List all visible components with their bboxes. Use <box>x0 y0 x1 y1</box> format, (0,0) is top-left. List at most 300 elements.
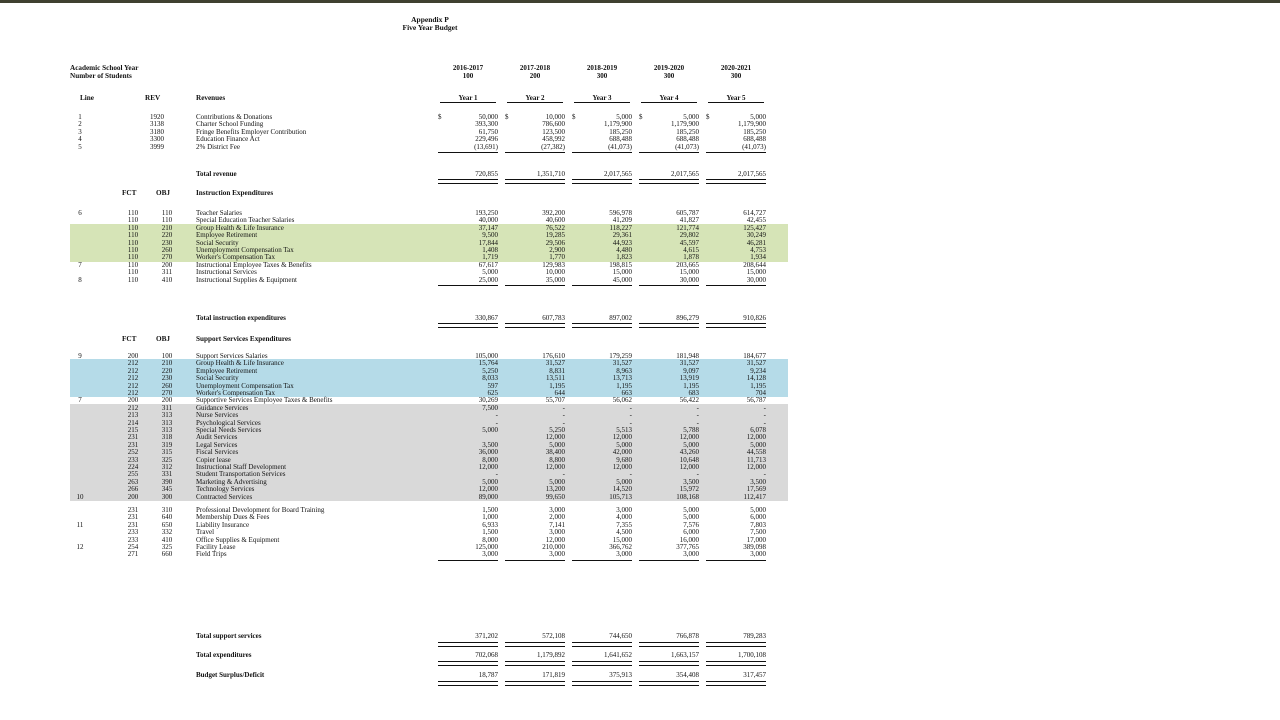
line-item-description: Education Finance Act <box>196 135 260 144</box>
amount-cell: 5,000 <box>549 477 565 486</box>
amount-cell: 193,250 <box>475 209 498 217</box>
amount-cell: - <box>696 403 699 412</box>
fct-code: 110 <box>127 238 139 247</box>
amount-cell: 12,000 <box>612 463 632 471</box>
line-number: 9 <box>78 352 82 360</box>
year-underline <box>507 102 563 103</box>
amount-cell: 702,068 <box>475 651 498 659</box>
total-label: Total support services <box>196 632 262 640</box>
fct-code: 231 <box>127 440 139 449</box>
line-number: 7 <box>78 396 82 405</box>
sum-rule <box>505 560 565 561</box>
amount-cell: - <box>696 411 699 420</box>
amount-cell: (41,073) <box>675 142 699 151</box>
obj-code: 318 <box>161 433 173 442</box>
amount-cell: 2,017,565 <box>738 170 766 178</box>
amount-cell: - <box>763 470 766 479</box>
amount-cell: 5,000 <box>616 477 632 486</box>
amount-cell: 31,527 <box>545 359 565 368</box>
amount-cell: 7,355 <box>616 520 632 529</box>
amount-cell: 44,558 <box>746 448 766 457</box>
rev-code: 3999 <box>150 142 164 151</box>
line-item-description: Support Services Salaries <box>196 352 268 360</box>
amount-cell: 5,000 <box>683 113 699 121</box>
amount-cell: 9,097 <box>683 366 699 375</box>
line-item-description: Contracted Services <box>196 492 253 501</box>
amount-cell: 3,000 <box>616 550 632 559</box>
line-item-description: Psychological Services <box>196 418 261 427</box>
sum-rule <box>706 560 766 561</box>
amount-cell: 688,488 <box>676 135 699 144</box>
fct-code: 110 <box>127 209 139 217</box>
obj-code: 220 <box>161 231 173 240</box>
amount-cell: 41,209 <box>612 216 632 225</box>
document-subtitle: Five Year Budget <box>402 23 458 32</box>
amount-cell: 375,913 <box>609 671 632 679</box>
amount-cell: (41,073) <box>608 142 632 151</box>
instruction-section-header: Instruction Expenditures <box>196 189 274 197</box>
fct-code: 255 <box>127 470 139 479</box>
double-underline <box>572 681 632 686</box>
sum-rule <box>706 285 766 286</box>
rev-code: 3300 <box>150 135 164 144</box>
amount-cell: 6,000 <box>683 528 699 537</box>
amount-cell: 354,408 <box>676 671 699 679</box>
line-item-description: Contributions & Donations <box>196 113 273 121</box>
line-item-description: Fringe Benefits Employer Contribution <box>196 127 307 136</box>
obj-code: 260 <box>161 381 173 390</box>
dollar-sign: $ <box>572 113 576 121</box>
rev-code: 3180 <box>150 127 164 136</box>
amount-cell: 25,000 <box>478 275 498 284</box>
fct-code: 110 <box>127 275 139 284</box>
sum-rule <box>706 152 766 153</box>
amount-cell: 30,269 <box>478 396 498 405</box>
sum-rule <box>639 152 699 153</box>
amount-cell: 99,650 <box>545 492 565 501</box>
rev-code: 3138 <box>150 120 164 129</box>
obj-code: 310 <box>161 506 173 514</box>
amount-cell: 45,597 <box>679 238 699 247</box>
amount-cell: 5,000 <box>616 113 632 121</box>
academic-year-label: Academic School Year <box>70 64 139 72</box>
amount-cell: 10,648 <box>679 455 699 464</box>
amount-cell: 185,250 <box>743 127 766 136</box>
amount-cell: - <box>562 411 565 420</box>
double-underline <box>505 661 565 666</box>
line-number: 10 <box>76 492 84 501</box>
line-item-description: Marketing & Advertising <box>196 477 267 486</box>
line-item-description: Facility Lease <box>196 543 236 551</box>
amount-cell: 45,000 <box>612 275 632 284</box>
amount-cell: 5,250 <box>482 366 498 375</box>
amount-cell: 55,707 <box>545 396 565 405</box>
sum-rule <box>438 285 498 286</box>
amount-cell: 12,000 <box>746 463 766 471</box>
year-range: 2018-2019 <box>586 64 618 72</box>
amount-cell: 897,002 <box>609 314 632 322</box>
amount-cell: - <box>629 470 632 479</box>
obj-code: 110 <box>161 209 173 217</box>
double-underline <box>706 681 766 686</box>
amount-cell: 5,000 <box>750 440 766 449</box>
line-item-description: Teacher Salaries <box>196 209 242 217</box>
amount-cell: 1,195 <box>549 381 565 390</box>
line-item-description: Copier lease <box>196 455 231 464</box>
obj-code: 270 <box>161 253 173 262</box>
line-item-description: Fiscal Services <box>196 448 239 457</box>
amount-cell: 10,000 <box>545 268 565 277</box>
amount-cell: 2,017,565 <box>671 170 699 178</box>
amount-cell: 44,923 <box>612 238 632 247</box>
sum-rule <box>639 285 699 286</box>
line-item-description: Worker's Compensation Tax <box>196 253 276 262</box>
amount-cell: 5,788 <box>683 426 699 434</box>
obj-column-header: OBJ <box>156 189 170 197</box>
double-underline <box>706 661 766 666</box>
double-underline <box>505 323 565 328</box>
amount-cell: 203,665 <box>676 260 699 269</box>
obj-code: 650 <box>161 520 173 529</box>
line-item-description: 2% District Fee <box>196 142 240 151</box>
amount-cell: 688,488 <box>743 135 766 144</box>
amount-cell: 4,615 <box>683 246 699 254</box>
amount-cell: 10,000 <box>545 113 565 121</box>
amount-cell: 5,000 <box>482 477 498 486</box>
year-underline <box>708 102 764 103</box>
double-underline <box>572 323 632 328</box>
double-underline <box>639 681 699 686</box>
amount-cell: 8,963 <box>616 366 632 375</box>
year-students: 100 <box>462 72 474 80</box>
amount-cell: 31,527 <box>746 359 766 368</box>
amount-cell: 17,000 <box>746 535 766 544</box>
amount-cell: 605,787 <box>676 209 699 217</box>
amount-cell: 29,361 <box>612 231 632 240</box>
amount-cell: 786,600 <box>542 120 565 129</box>
line-item-description: Instructional Supplies & Equipment <box>196 275 297 284</box>
amount-cell: 1,641,652 <box>604 651 632 659</box>
amount-cell: 1,195 <box>750 381 766 390</box>
fct-code: 231 <box>127 513 139 522</box>
amount-cell: 31,527 <box>679 359 699 368</box>
double-underline <box>639 642 699 647</box>
year-label: Year 1 <box>458 94 478 102</box>
support-section-header: Support Services Expenditures <box>196 335 291 343</box>
line-item-description: Charter School Funding <box>196 120 264 129</box>
double-underline <box>706 179 766 184</box>
fct-code: 212 <box>127 389 139 397</box>
amount-cell: 17,844 <box>478 238 498 247</box>
amount-cell: 12,000 <box>545 535 565 544</box>
amount-cell: 15,972 <box>679 485 699 494</box>
year-range: 2019-2020 <box>653 64 685 72</box>
year-label: Year 4 <box>659 94 679 102</box>
fct-code: 200 <box>127 492 139 501</box>
fct-code: 224 <box>127 463 139 471</box>
line-item-description: Special Education Teacher Salaries <box>196 216 295 225</box>
obj-code: 319 <box>161 440 173 449</box>
amount-cell: 9,234 <box>750 366 766 375</box>
obj-code: 313 <box>161 426 173 434</box>
amount-cell: 118,227 <box>609 223 632 232</box>
fct-code: 110 <box>127 268 139 277</box>
obj-code: 110 <box>161 216 173 225</box>
line-item-description: Technology Services <box>196 485 255 494</box>
obj-code: 315 <box>161 448 173 457</box>
amount-cell: 744,650 <box>609 632 632 640</box>
obj-column-header: OBJ <box>156 335 170 343</box>
document-title: Appendix P <box>411 15 449 24</box>
year-label: Year 3 <box>592 94 612 102</box>
amount-cell: 1,719 <box>482 253 498 262</box>
amount-cell: 1,195 <box>683 381 699 390</box>
fct-code: 200 <box>127 352 139 360</box>
amount-cell: 15,000 <box>679 268 699 277</box>
line-item-description: Audit Services <box>196 433 238 442</box>
amount-cell: 366,762 <box>609 543 632 551</box>
amount-cell: 30,000 <box>679 275 699 284</box>
amount-cell: 8,000 <box>482 535 498 544</box>
amount-cell: 1,179,900 <box>604 120 632 129</box>
num-students-label: Number of Students <box>70 72 132 80</box>
line-number: 3 <box>78 127 82 136</box>
obj-code: 332 <box>161 528 173 537</box>
year-students: 200 <box>529 72 541 80</box>
line-item-description: Employee Retirement <box>196 366 258 375</box>
obj-code: 410 <box>161 535 173 544</box>
amount-cell: - <box>562 403 565 412</box>
amount-cell: 13,919 <box>679 374 699 383</box>
amount-cell: 572,108 <box>542 632 565 640</box>
fct-code: 231 <box>127 506 139 514</box>
amount-cell: 596,978 <box>609 209 632 217</box>
amount-cell: 12,000 <box>679 433 699 442</box>
amount-cell: 179,259 <box>609 352 632 360</box>
year-underline <box>440 102 496 103</box>
amount-cell: 30,249 <box>746 231 766 240</box>
fct-code: 110 <box>127 246 139 254</box>
line-column-header: Line <box>80 94 94 102</box>
amount-cell: 19,285 <box>545 231 565 240</box>
total-label: Total revenue <box>196 170 237 178</box>
amount-cell: (41,073) <box>742 142 766 151</box>
amount-cell: - <box>763 411 766 420</box>
amount-cell: 3,500 <box>482 440 498 449</box>
amount-cell: 1,823 <box>616 253 632 262</box>
line-item-description: Instructional Employee Taxes & Benefits <box>196 260 312 269</box>
amount-cell: 29,506 <box>545 238 565 247</box>
amount-cell: 3,000 <box>750 550 766 559</box>
line-item-description: Employee Retirement <box>196 231 258 240</box>
fct-column-header: FCT <box>122 335 137 343</box>
amount-cell: 1,878 <box>683 253 699 262</box>
amount-cell: - <box>629 403 632 412</box>
amount-cell: 1,351,710 <box>537 170 565 178</box>
amount-cell: 12,000 <box>545 463 565 471</box>
year-students: 300 <box>663 72 675 80</box>
amount-cell: 910,826 <box>743 314 766 322</box>
double-underline <box>639 323 699 328</box>
obj-code: 640 <box>161 513 173 522</box>
amount-cell: 4,753 <box>750 246 766 254</box>
amount-cell: 40,600 <box>545 216 565 225</box>
obj-code: 390 <box>161 477 173 486</box>
amount-cell: 7,500 <box>750 528 766 537</box>
double-underline <box>706 642 766 647</box>
amount-cell: 50,000 <box>478 113 498 121</box>
line-item-description: Group Health & Life Insurance <box>196 359 284 368</box>
fct-code: 212 <box>127 403 139 412</box>
amount-cell: 3,000 <box>616 506 632 514</box>
amount-cell: 108,168 <box>676 492 699 501</box>
line-number: 8 <box>78 275 82 284</box>
dollar-sign: $ <box>505 113 509 121</box>
line-item-description: Unemployment Compensation Tax <box>196 246 294 254</box>
amount-cell: 1,700,108 <box>738 651 766 659</box>
obj-code: 325 <box>161 455 173 464</box>
amount-cell: - <box>629 411 632 420</box>
line-item-description: Travel <box>196 528 215 537</box>
amount-cell: 1,179,900 <box>738 120 766 129</box>
line-item-description: Field Trips <box>196 550 227 559</box>
amount-cell: 5,000 <box>482 268 498 277</box>
obj-code: 312 <box>161 463 173 471</box>
double-underline <box>572 661 632 666</box>
amount-cell: 16,000 <box>679 535 699 544</box>
amount-cell: 896,279 <box>676 314 699 322</box>
amount-cell: 3,000 <box>549 528 565 537</box>
amount-cell: - <box>562 418 565 427</box>
fct-code: 110 <box>127 253 139 262</box>
year-underline <box>574 102 630 103</box>
amount-cell: 8,831 <box>549 366 565 375</box>
obj-code: 260 <box>161 246 173 254</box>
amount-cell: 129,983 <box>542 260 565 269</box>
fct-code: 233 <box>127 535 139 544</box>
amount-cell: (27,382) <box>541 142 565 151</box>
amount-cell: 3,000 <box>549 550 565 559</box>
amount-cell: 6,000 <box>750 513 766 522</box>
amount-cell: 41,827 <box>679 216 699 225</box>
amount-cell: 208,644 <box>743 260 766 269</box>
amount-cell: 392,200 <box>542 209 565 217</box>
double-underline <box>639 179 699 184</box>
amount-cell: 9,500 <box>482 231 498 240</box>
amount-cell: 8,033 <box>482 374 498 383</box>
amount-cell: 31,527 <box>612 359 632 368</box>
fct-code: 213 <box>127 411 139 420</box>
fct-code: 263 <box>127 477 139 486</box>
year-students: 300 <box>596 72 608 80</box>
amount-cell: 105,713 <box>609 492 632 501</box>
line-number: 7 <box>78 260 82 269</box>
amount-cell: 181,948 <box>676 352 699 360</box>
obj-code: 230 <box>161 374 173 383</box>
amount-cell: 12,000 <box>478 485 498 494</box>
amount-cell: 317,457 <box>743 671 766 679</box>
amount-cell: 112,417 <box>743 492 766 501</box>
amount-cell: 56,422 <box>679 396 699 405</box>
amount-cell: 42,455 <box>746 216 766 225</box>
obj-code: 311 <box>161 403 173 412</box>
double-underline <box>438 642 498 647</box>
amount-cell: 789,283 <box>743 632 766 640</box>
amount-cell: 105,000 <box>475 352 498 360</box>
amount-cell: 3,000 <box>482 550 498 559</box>
fct-code: 231 <box>127 433 139 442</box>
fct-code: 233 <box>127 528 139 537</box>
amount-cell: - <box>495 470 498 479</box>
amount-cell: 1,770 <box>549 253 565 262</box>
obj-code: 210 <box>161 359 173 368</box>
amount-cell: 6,078 <box>750 426 766 434</box>
line-item-description: Nurse Services <box>196 411 239 420</box>
amount-cell: 42,000 <box>612 448 632 457</box>
amount-cell: 7,803 <box>750 520 766 529</box>
amount-cell: 1,663,157 <box>671 651 699 659</box>
double-underline <box>572 179 632 184</box>
fct-code: 231 <box>127 520 139 529</box>
line-item-description: Instructional Services <box>196 268 257 277</box>
amount-cell: 3,500 <box>750 477 766 486</box>
rev-code: 1920 <box>150 113 164 121</box>
sum-rule <box>438 152 498 153</box>
amount-cell: 1,500 <box>482 506 498 514</box>
line-number: 4 <box>78 135 82 144</box>
year-range: 2017-2018 <box>519 64 551 72</box>
amount-cell: 7,500 <box>482 403 498 412</box>
line-item-description: Office Supplies & Equipment <box>196 535 280 544</box>
amount-cell: 4,000 <box>616 513 632 522</box>
amount-cell: 458,992 <box>542 135 565 144</box>
line-number: 12 <box>76 543 84 551</box>
amount-cell: 5,250 <box>549 426 565 434</box>
amount-cell: 597 <box>487 381 498 390</box>
fct-code: 110 <box>127 260 139 269</box>
obj-code: 230 <box>161 238 173 247</box>
obj-code: 100 <box>161 352 173 360</box>
year-label: Year 5 <box>726 94 746 102</box>
amount-cell: - <box>763 403 766 412</box>
amount-cell: 1,408 <box>482 246 498 254</box>
amount-cell: 5,000 <box>750 113 766 121</box>
double-underline <box>505 642 565 647</box>
sum-rule <box>572 152 632 153</box>
fct-code: 110 <box>127 216 139 225</box>
amount-cell: 35,000 <box>545 275 565 284</box>
amount-cell: 5,000 <box>683 513 699 522</box>
line-number: 2 <box>78 120 82 129</box>
amount-cell: 5,000 <box>683 506 699 514</box>
amount-cell: 9,680 <box>616 455 632 464</box>
amount-cell: 12,000 <box>746 433 766 442</box>
amount-cell: 125,427 <box>743 223 766 232</box>
amount-cell: 1,000 <box>482 513 498 522</box>
double-underline <box>438 681 498 686</box>
amount-cell: 43,260 <box>679 448 699 457</box>
amount-cell: 89,000 <box>478 492 498 501</box>
amount-cell: 1,934 <box>750 253 766 262</box>
amount-cell: 5,000 <box>750 506 766 514</box>
fct-code: 212 <box>127 359 139 368</box>
sum-rule <box>505 152 565 153</box>
amount-cell: 13,200 <box>545 485 565 494</box>
fct-code: 254 <box>127 543 139 551</box>
amount-cell: 5,000 <box>683 440 699 449</box>
amount-cell: - <box>629 418 632 427</box>
line-number: 5 <box>78 142 82 151</box>
